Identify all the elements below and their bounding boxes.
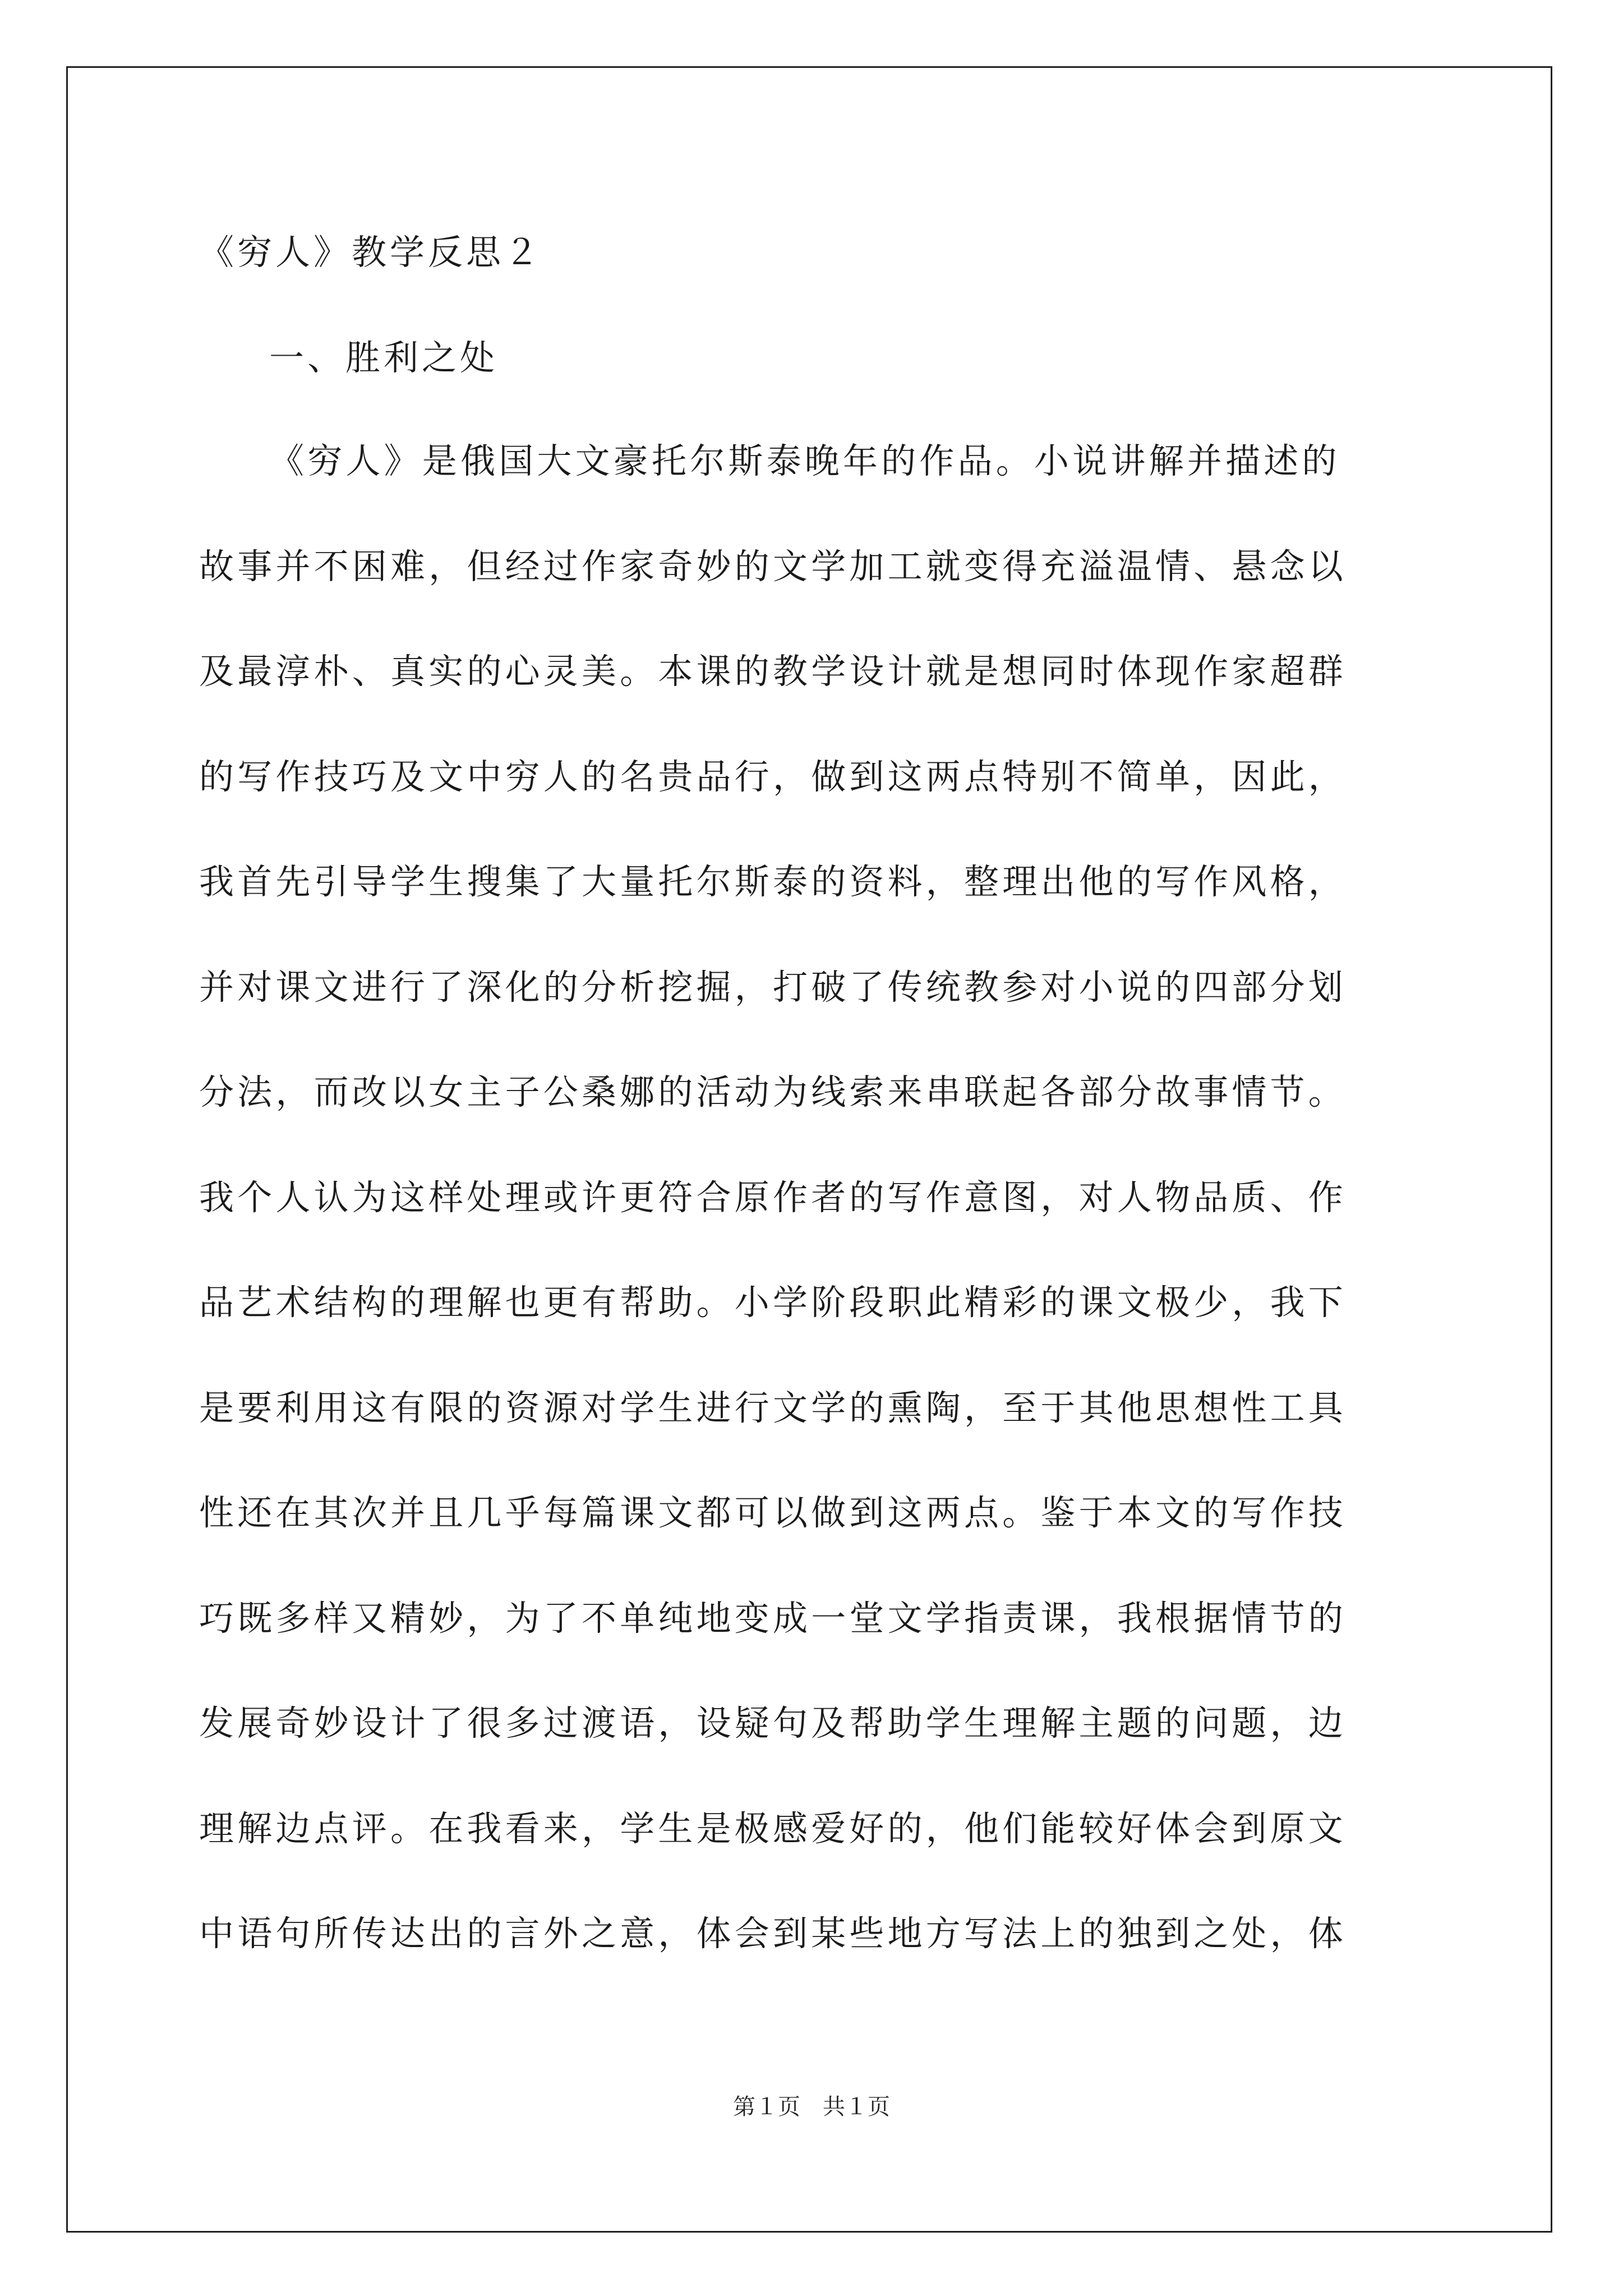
body-line: 并对课文进行了深化的分析挖掘，打破了传统教参对小说的四部分划 xyxy=(199,966,1347,1007)
page-footer: 第１页 共１页 xyxy=(733,2094,890,2120)
body-line: 是要利用这有限的资源对学生进行文学的熏陶，至于其他思想性工具 xyxy=(199,1387,1347,1428)
body-paragraph xyxy=(199,430,1433,2008)
body-line: 及最淳朴、真实的心灵美。本课的教学设计就是想同时体现作家超群 xyxy=(199,651,1347,692)
section-heading: 一、胜利之处 xyxy=(269,337,499,378)
body-line: 故事并不困难，但经过作家奇妙的文学加工就变得充溢温情、悬念以 xyxy=(199,545,1347,587)
body-line: 中语句所传达出的言外之意，体会到某些地方写法上的独到之处，体 xyxy=(199,1913,1347,1954)
body-line: 理解边点评。在我看来，学生是极感爱好的，他们能较好体会到原文 xyxy=(199,1807,1347,1849)
body-line: 我个人认为这样处理或许更符合原作者的写作意图，对人物品质、作 xyxy=(199,1176,1347,1218)
body-line: 发展奇妙设计了很多过渡语，设疑句及帮助学生理解主题的问题，边 xyxy=(199,1703,1347,1743)
body-line: 的写作技巧及文中穷人的名贵品行，做到这两点特别不简单，因此， xyxy=(199,756,1347,797)
body-line: 分法，而改以女主子公桑娜的活动为线索来串联起各部分故事情节。 xyxy=(199,1071,1347,1112)
body-line: 我首先引导学生搜集了大量托尔斯泰的资料，整理出他的写作风格， xyxy=(199,861,1347,902)
body-line: 品艺术结构的理解也更有帮助。小学阶段职此精彩的课文极少，我下 xyxy=(199,1282,1347,1323)
body-line: 《穷人》是俄国大文豪托尔斯泰晚年的作品。小说讲解并描述的 xyxy=(269,440,1340,481)
body-line: 性还在其次并且几乎每篇课文都可以做到这两点。鉴于本文的写作技 xyxy=(199,1492,1347,1533)
document-title: 《穷人》教学反思２ xyxy=(199,232,543,273)
body-line: 巧既多样又精妙，为了不单纯地变成一堂文学指责课，我根据情节的 xyxy=(199,1597,1347,1639)
